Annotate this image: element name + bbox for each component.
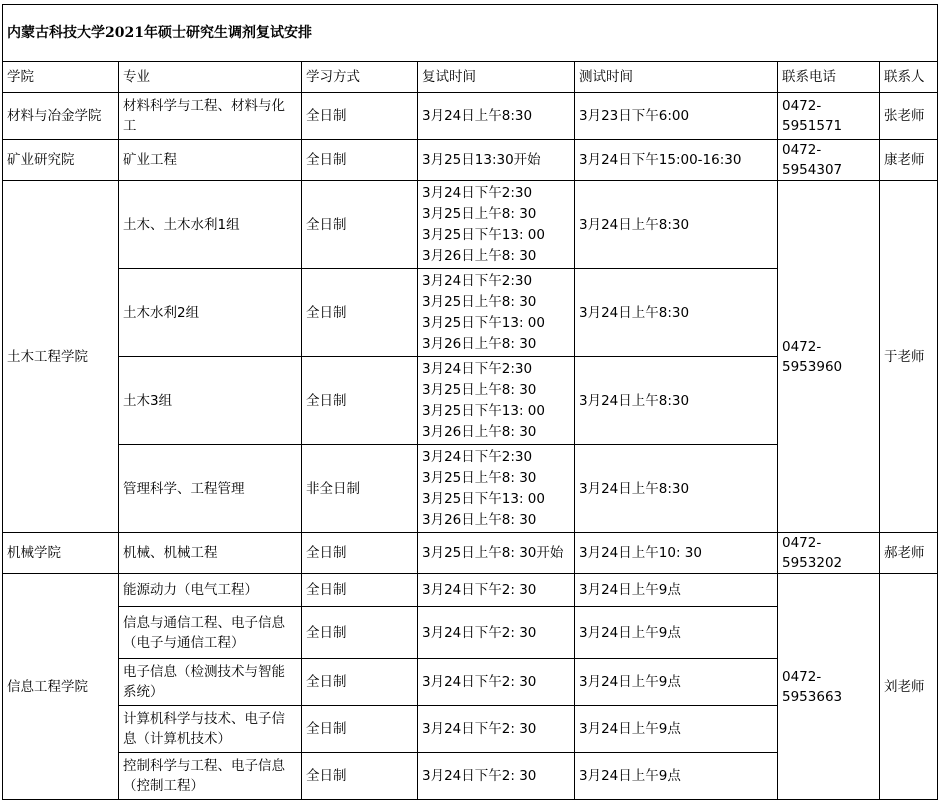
- interview-slot: 3月25日上午8: 30: [422, 293, 537, 310]
- interview-time-cell: [418, 357, 575, 445]
- phone-cell: 0472-5953960: [778, 181, 880, 533]
- mode-cell: 全日制: [302, 140, 418, 181]
- interview-time-cell: 3月25日上午8: 30开始: [418, 533, 575, 574]
- table-row: [3, 533, 938, 574]
- major-cell: 控制科学与工程、电子信息（控制工程）: [119, 753, 302, 800]
- test-time-cell: 3月23日下午6:00: [575, 93, 778, 140]
- interview-time-cell: [418, 445, 575, 533]
- interview-time-cell: 3月24日上午8:30: [418, 93, 575, 140]
- mode-cell: 非全日制: [302, 445, 418, 533]
- interview-slot: 3月25日上午8: 30: [422, 469, 537, 486]
- test-time-cell: 3月24日上午8:30: [575, 269, 778, 357]
- major-cell: 土木水利2组: [119, 269, 302, 357]
- page-title: 内蒙古科技大学2021年硕士研究生调剂复试安排: [3, 5, 938, 62]
- column-header: 测试时间: [575, 62, 778, 93]
- interview-slot: 3月26日上午8: 30: [422, 247, 537, 264]
- test-time-cell: 3月24日上午9点: [575, 706, 778, 753]
- interview-slot: 3月25日下午13: 00: [422, 402, 545, 419]
- phone-cell: 0472-5953663: [778, 574, 880, 800]
- contact-cell: 于老师: [880, 181, 938, 533]
- phone-cell: 0472-5954307: [778, 140, 880, 181]
- interview-time-cell: [418, 269, 575, 357]
- column-header: 联系人: [880, 62, 938, 93]
- interview-slot: 3月26日上午8: 30: [422, 423, 537, 440]
- phone-cell: 0472-5953202: [778, 533, 880, 574]
- interview-slot: 3月25日上午8: 30: [422, 205, 537, 222]
- column-header: 学习方式: [302, 62, 418, 93]
- major-cell: 矿业工程: [119, 140, 302, 181]
- mode-cell: 全日制: [302, 269, 418, 357]
- interview-slot: 3月24日下午2:30: [422, 184, 533, 201]
- interview-slot: 3月24日下午2:30: [422, 360, 533, 377]
- interview-time-cell: [418, 181, 575, 269]
- college-cell: 土木工程学院: [3, 181, 119, 533]
- mode-cell: 全日制: [302, 607, 418, 659]
- phone-cell: 0472-5951571: [778, 93, 880, 140]
- test-time-cell: 3月24日上午10: 30: [575, 533, 778, 574]
- interview-slot: 3月25日下午13: 00: [422, 226, 545, 243]
- contact-cell: 刘老师: [880, 574, 938, 800]
- table-row: [3, 181, 938, 269]
- interview-slot: 3月25日下午13: 00: [422, 314, 545, 331]
- column-header: 联系电话: [778, 62, 880, 93]
- interview-time-cell: 3月24日下午2: 30: [418, 607, 575, 659]
- interview-time-cell: 3月24日下午2: 30: [418, 753, 575, 800]
- college-cell: 材料与冶金学院: [3, 93, 119, 140]
- retest-schedule-table: [2, 4, 938, 800]
- mode-cell: 全日制: [302, 706, 418, 753]
- test-time-cell: 3月24日上午9点: [575, 607, 778, 659]
- interview-time-cell: 3月24日下午2: 30: [418, 574, 575, 607]
- college-cell: 机械学院: [3, 533, 119, 574]
- major-cell: 能源动力（电气工程）: [119, 574, 302, 607]
- test-time-cell: 3月24日下午15:00-16:30: [575, 140, 778, 181]
- column-header: 学院: [3, 62, 119, 93]
- test-time-cell: 3月24日上午8:30: [575, 445, 778, 533]
- table-row: [3, 140, 938, 181]
- major-cell: 电子信息（检测技术与智能系统）: [119, 659, 302, 706]
- title-row: [3, 5, 938, 62]
- interview-time-cell: 3月25日13:30开始: [418, 140, 575, 181]
- major-cell: 信息与通信工程、电子信息（电子与通信工程）: [119, 607, 302, 659]
- table-row: [3, 574, 938, 607]
- major-cell: 管理科学、工程管理: [119, 445, 302, 533]
- mode-cell: 全日制: [302, 357, 418, 445]
- major-cell: 土木3组: [119, 357, 302, 445]
- contact-cell: 康老师: [880, 140, 938, 181]
- college-cell: 信息工程学院: [3, 574, 119, 800]
- column-header: 专业: [119, 62, 302, 93]
- major-cell: 计算机科学与技术、电子信息（计算机技术）: [119, 706, 302, 753]
- mode-cell: 全日制: [302, 533, 418, 574]
- mode-cell: 全日制: [302, 659, 418, 706]
- test-time-cell: 3月24日上午9点: [575, 753, 778, 800]
- mode-cell: 全日制: [302, 181, 418, 269]
- contact-cell: 张老师: [880, 93, 938, 140]
- interview-slot: 3月25日上午8: 30: [422, 381, 537, 398]
- mode-cell: 全日制: [302, 93, 418, 140]
- major-cell: 机械、机械工程: [119, 533, 302, 574]
- interview-slot: 3月24日下午2:30: [422, 272, 533, 289]
- test-time-cell: 3月24日上午8:30: [575, 181, 778, 269]
- major-cell: 土木、土木水利1组: [119, 181, 302, 269]
- interview-slot: 3月26日上午8: 30: [422, 335, 537, 352]
- contact-cell: 郝老师: [880, 533, 938, 574]
- test-time-cell: 3月24日上午8:30: [575, 357, 778, 445]
- header-row: [3, 62, 938, 93]
- test-time-cell: 3月24日上午9点: [575, 574, 778, 607]
- major-cell: 材料科学与工程、材料与化工: [119, 93, 302, 140]
- schedule-sheet: [2, 4, 938, 800]
- interview-slot: 3月25日下午13: 00: [422, 490, 545, 507]
- interview-slot: 3月24日下午2:30: [422, 448, 533, 465]
- interview-slot: 3月26日上午8: 30: [422, 511, 537, 528]
- mode-cell: 全日制: [302, 753, 418, 800]
- interview-time-cell: 3月24日下午2: 30: [418, 659, 575, 706]
- interview-time-cell: 3月24日下午2: 30: [418, 706, 575, 753]
- test-time-cell: 3月24日上午9点: [575, 659, 778, 706]
- column-header: 复试时间: [418, 62, 575, 93]
- college-cell: 矿业研究院: [3, 140, 119, 181]
- table-row: [3, 93, 938, 140]
- mode-cell: 全日制: [302, 574, 418, 607]
